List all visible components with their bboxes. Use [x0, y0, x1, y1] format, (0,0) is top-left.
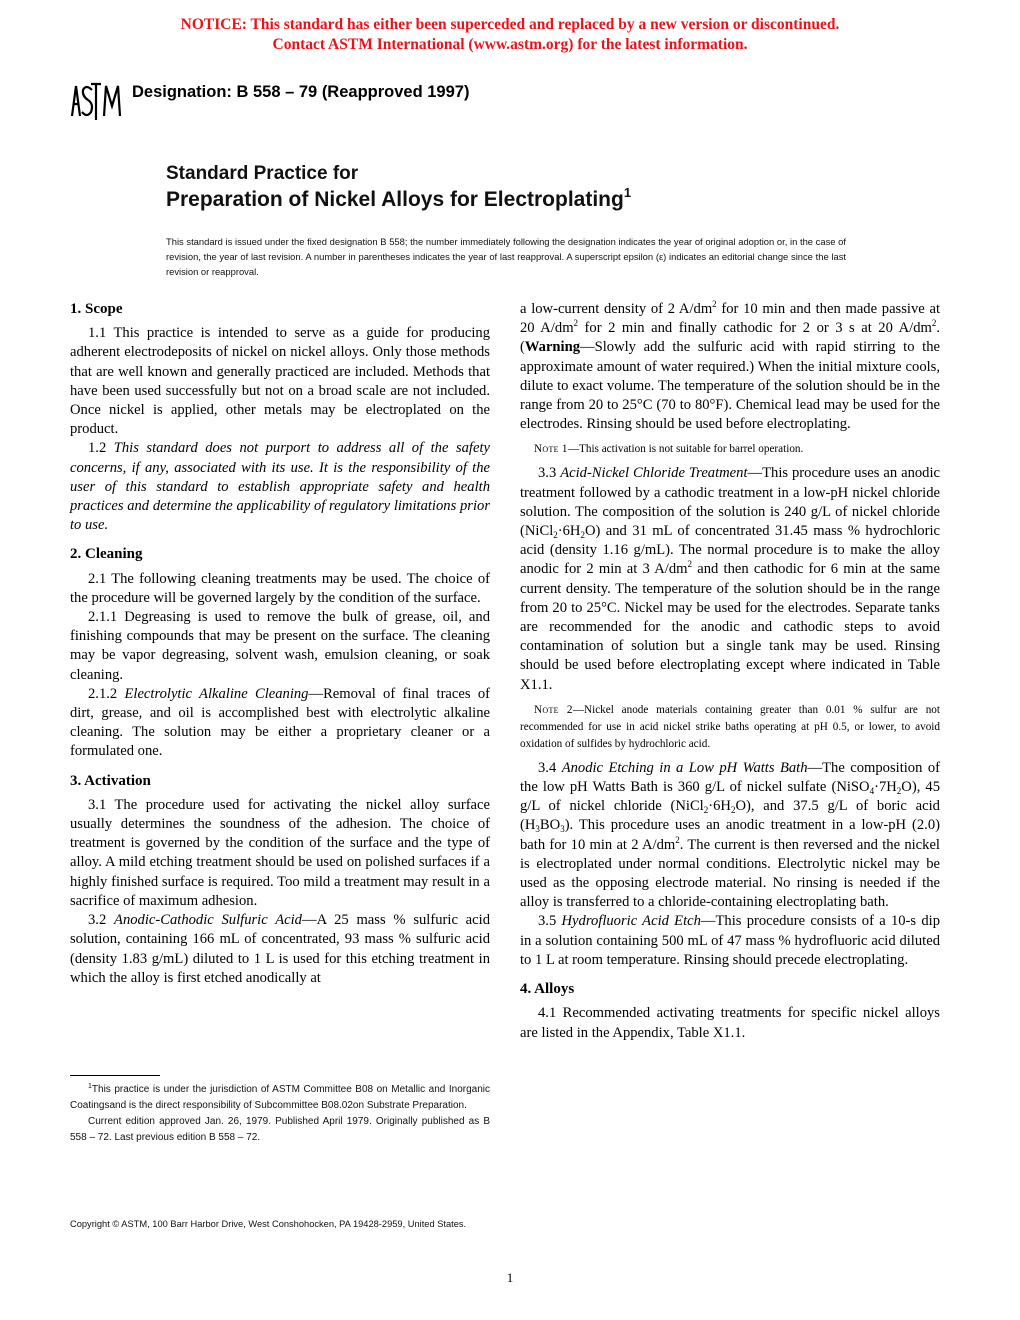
- paragraph-4-1: 4.1 Recommended activating treatments for specific nickel alloys are listed in the Appendix, Table X1.1.: [520, 1005, 940, 1041]
- text-run: . (: [520, 320, 940, 356]
- paragraph-text: —Removal of final traces of dirt, grease, and oil is accomplished best with electrolytic alkaline cleaning. The solution may be either a proprietary cleaner or a formulated one.: [70, 685, 490, 760]
- paragraph-3-3: [520, 464, 940, 694]
- note-2: [520, 702, 940, 753]
- note-label: Note 1: [534, 443, 568, 456]
- subscript: 2: [580, 530, 585, 541]
- paragraph-number: 3.3: [538, 465, 557, 482]
- text-run: O), and 37.5 g/L of boric acid (H: [520, 798, 940, 834]
- section-heading-cleaning: 2. Cleaning: [70, 546, 143, 563]
- section-heading-activation: 3. Activation: [70, 772, 151, 789]
- superscript: 2: [931, 318, 937, 329]
- footnote-1: [70, 1082, 490, 1114]
- astm-logo-graphic: [70, 76, 122, 124]
- issuance-statement: This standard is issued under the fixed designation B 558; the number immediately following the designation indicates the year of original adoption or, in the case of revision, the year of last revision. A number in parentheses indicates the year of last reapproval. A superscript epsilon (ε) indicates an editorial change since the last revision or reapproval.: [166, 236, 846, 277]
- text-run: a low-current density of 2 A/dm: [520, 301, 713, 317]
- subscript: 3: [535, 824, 540, 835]
- superseded-notice: [0, 15, 1020, 55]
- text-run: BO: [539, 817, 561, 834]
- paragraph-3-5: [520, 912, 940, 970]
- subscript: 3: [560, 824, 565, 835]
- paragraph-number: 1.2: [88, 440, 107, 457]
- subscript: 2: [703, 805, 709, 816]
- paragraph-1-2: [70, 439, 490, 535]
- text-run: —Slowly add the sulfuric acid with rapid stirring to the approximate amount of water required.) When the initial mixture cools, dilute to exact volume. The temperature of the solution should be in the range from 20 to 25°C (70 to 80°F). Chemical lead may be used for the electrodes. Rinsing should be used before electroplating.: [520, 339, 940, 433]
- section-heading-alloys: 4. Alloys: [520, 981, 575, 998]
- text-run: for 10 min and then made passive at 20 A/dm: [520, 301, 940, 337]
- footnote-1-text: This practice is under the jurisdiction of ASTM Committee B08 on Metallic and Inorganic Coatingsand is the direct responsibility of Subcommittee B08.02on Substrate Preparation.: [70, 1084, 490, 1111]
- paragraph-3-2: [70, 911, 490, 988]
- title-line-2: [166, 186, 631, 214]
- text-run: for 2 min and finally cathodic for 2 or 3 s at 20 A/dm: [578, 320, 932, 337]
- astm-logo: [70, 76, 122, 124]
- paragraph-number: 2.1.2: [88, 685, 118, 702]
- subscript: 2: [896, 786, 902, 797]
- paragraph-text: —A 25 mass % sulfuric acid solution, containing 166 mL of concentrated, 93 mass % sulfuric acid (density 1.83 g/mL) diluted to 1 L is used for this etching treatment in which the alloy is first etched anodically at: [70, 912, 490, 986]
- title-line-1: Standard Practice for: [166, 163, 359, 184]
- superscript: 2: [573, 318, 579, 329]
- text-run: ). This procedure uses an anodic treatment in a low-pH (2.0) bath for 10 min at 2 A/dm: [520, 817, 940, 853]
- text-run: . The current is then reversed and the nickel is electroplated under normal conditions. Electrolytic nickel may be used as the opposing electrode material. No rinsing is needed if the alloy is transferred to a chloride-containing electroplating bath.: [520, 836, 940, 911]
- paragraph-3-2-continued: [520, 300, 940, 434]
- paragraph-2-1: 2.1 The following cleaning treatments may be used. The choice of the procedure will be governed largely by the condition of the surface.: [70, 570, 490, 606]
- footnote-rule: [70, 1075, 160, 1076]
- footnotes: [70, 1082, 490, 1146]
- paragraph-2-1-1: 2.1.1 Degreasing is used to remove the bulk of grease, oil, and finishing compounds that may be present on the surface. The cleaning may be vapor degreasing, solvent wash, emulsion cleaning, or soak cleaning.: [70, 609, 490, 683]
- subscript: 4: [869, 786, 875, 797]
- text-run: ·6H: [557, 523, 581, 540]
- notice-line-1: NOTICE: This standard has either been superceded and replaced by a new version or discontinued.: [180, 16, 840, 33]
- safety-statement: This standard does not purport to address all of the safety concerns, if any, associated with its use. It is the responsibility of the user of this standard to establish appropriate safety and health practices and determine the applicability of regulatory limitations prior to use.: [70, 440, 490, 534]
- text-run: ·7H: [874, 779, 897, 796]
- text-run: O) and 31 mL of concentrated 31.45 mass % hydrochloric acid (density 1.16 g/mL). The normal procedure is to make the alloy anodic for 2 min at 3 A/dm: [520, 523, 940, 578]
- note-text: —This activation is not suitable for barrel operation.: [567, 443, 804, 456]
- paragraph-title: Acid-Nickel Chloride Treatment: [560, 465, 748, 482]
- text-run: —The composition of the low pH Watts Bath is 360 g/L of nickel sulfate (NiSO: [520, 759, 940, 796]
- note-1: [520, 441, 940, 458]
- note-text: —Nickel anode materials containing greater than 0.01 % sulfur are not recommended for use in acid nickel strike baths operating at pH 0.5, or lower, to avoid oxidation of sulfides by hydrochloric acid.: [520, 703, 940, 750]
- subscript: 2: [730, 805, 736, 816]
- paragraph-2-1-2: [70, 685, 490, 762]
- paragraph-1-1: 1.1 This practice is intended to serve as a guide for producing adherent electrodeposits of nickel on nickel alloys. Only those methods that are well known and generally practiced are included. Methods that have been used successfully but not on a broad scale are not included. Once nickel is applied, other metals may be electroplated on the product.: [70, 325, 490, 438]
- text-run: —This procedure uses an anodic treatment followed by a cathodic treatment in a low-pH nickel chloride solution. The composition of the solution is 240 g/L of nickel chloride (NiCl: [520, 465, 940, 540]
- paragraph-title: Anodic-Cathodic Sulfuric Acid: [114, 912, 302, 929]
- designation: Designation: B 558 – 79 (Reapproved 1997): [132, 83, 470, 101]
- warning-label: Warning: [524, 339, 581, 356]
- left-column: [70, 300, 490, 988]
- text-run: ·6H: [708, 798, 731, 815]
- section-heading-scope: 1. Scope: [70, 301, 123, 317]
- paragraph-number: 3.2: [88, 912, 107, 929]
- note-label: Note 2: [534, 703, 573, 716]
- paragraph-title: Electrolytic Alkaline Cleaning: [124, 685, 309, 702]
- paragraph-number: 3.4: [538, 759, 557, 776]
- text-run: and then cathodic for 6 min at the same current density. The temperature of the solution should be in the range from 20 to 25°C. Nickel may be used for the electrodes. Separate tanks are recommended for the anodic and cathodic steps to avoid contamination of solution but a single tank may be used. Rinsing should be used before electroplating except where indicated in Table X1.1.: [520, 561, 940, 693]
- right-column: [520, 300, 940, 1043]
- paragraph-title: Hydrofluoric Acid Etch: [561, 913, 701, 930]
- paragraph-text: —This procedure consists of a 10-s dip in a solution containing 500 mL of 47 mass % hydrofluoric acid diluted to 1 L at room temperature. Rinsing should precede electroplating.: [520, 913, 940, 968]
- paragraph-title: Anodic Etching in a Low pH Watts Bath: [561, 759, 808, 776]
- paragraph-3-4: [520, 759, 940, 913]
- text-run: O), 45 g/L of nickel chloride (NiCl: [520, 779, 941, 815]
- paragraph-number: 3.5: [538, 913, 557, 930]
- superscript: 2: [675, 834, 680, 845]
- notice-line-2: Contact ASTM International (www.astm.org) for the latest information.: [272, 36, 748, 53]
- superscript: 2: [712, 299, 717, 309]
- copyright: Copyright © ASTM, 100 Barr Harbor Drive, West Conshohocken, PA 19428-2959, United States.: [70, 1219, 467, 1229]
- paragraph-3-1: 3.1 The procedure used for activating the nickel alloy surface usually determines the soundness of the adhesion. The choice of treatment is governed by the condition of the surface and the type of alloy. A mild etching treatment should be used on polished surfaces if a highly finished surface is required. Too mild a treatment may result in a sacrifice of maximum adhesion.: [70, 796, 490, 909]
- title-text: Preparation of Nickel Alloys for Electroplating: [166, 188, 624, 211]
- document-title: [166, 162, 631, 214]
- superscript: 2: [687, 559, 693, 570]
- footnote-2: Current edition approved Jan. 26, 1979. Published April 1979. Originally published as B 558 – 72. Last previous edition B 558 – 72.: [70, 1116, 490, 1143]
- title-footnote-mark: 1: [623, 185, 632, 200]
- footnote-mark: 1: [88, 1083, 92, 1090]
- subscript: 2: [553, 530, 558, 541]
- page-number: 1: [506, 1270, 514, 1285]
